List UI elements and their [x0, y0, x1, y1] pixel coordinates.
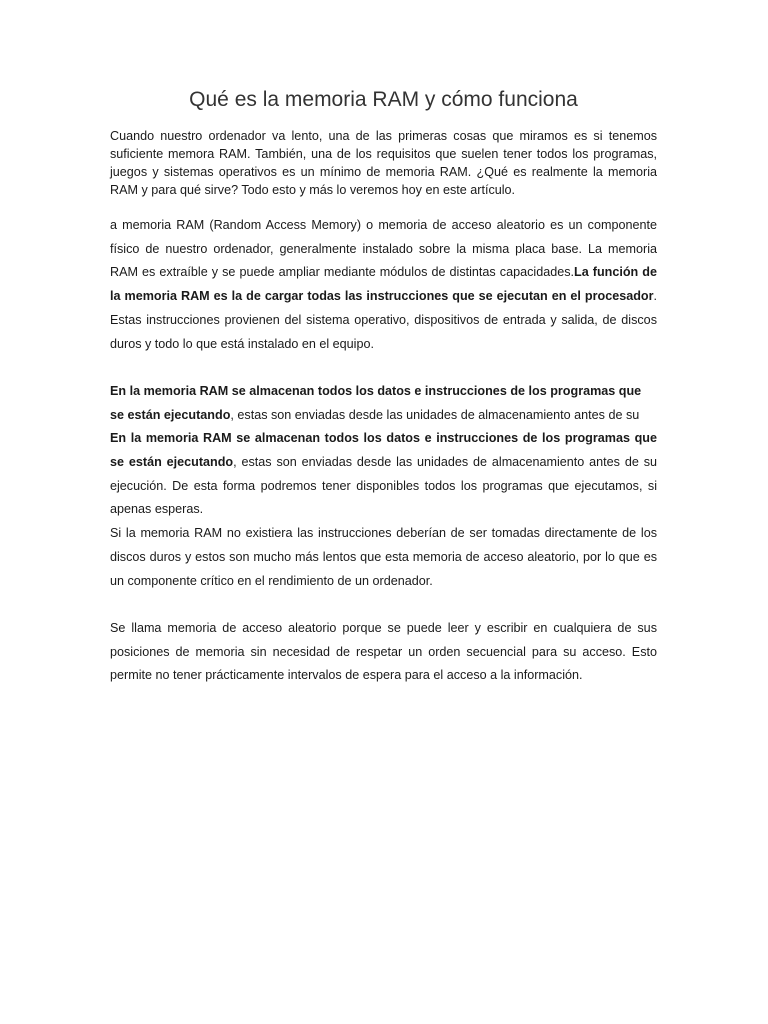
- paragraph-random-access: Se llama memoria de acceso aleatorio porque se puede leer y escribir en cualquiera de sus posiciones de memoria sin necesidad de respetar un orden secuencial para su acceso. Esto permite no tener prácticamente intervalos de espera para el acceso a la información.: [110, 620, 657, 683]
- paragraph-ram-importance: Si la memoria RAM no existiera las instrucciones deberían de ser tomadas directamente de los discos duros y estos son mucho más lentos que esta memoria de acceso aleatorio, por lo que es un componente crítico en el rendimiento de un ordenador.: [110, 526, 657, 588]
- intro-paragraph: Cuando nuestro ordenador va lento, una de las primeras cosas que miramos es si tenemos suficiente memora RAM. También, una de los requisitos que suelen tener todos los programas, juegos y sistemas operativos es un mínimo de memoria RAM. ¿Qué es realmente la memoria RAM y para qué sirve? Todo esto y más lo veremos hoy en este artículo.: [110, 129, 657, 197]
- paragraph-text: , estas son enviadas desde las unidades de almacenamiento antes de su: [230, 407, 640, 422]
- paragraph-bold-text: La función de la memoria RAM es la de cargar todas las instrucciones que se ejecutan en el procesador: [110, 265, 657, 304]
- paragraph-spacer: [110, 593, 657, 617]
- paragraph-ram-storage: [110, 427, 657, 522]
- paragraph-text: a memoria RAM (Random Access Memory) o memoria de acceso aleatorio es un componente físico de nuestro ordenador, generalmente instalado sobre la misma placa base. La memoria RAM es extraíble y se puede ampliar mediante módulos de distintas capacidades.: [110, 218, 657, 280]
- document-title: Qué es la memoria RAM y cómo funciona: [189, 88, 578, 111]
- paragraph-text: , estas son enviadas desde las unidades de almacenamiento antes de su ejecución. De esta forma podremos tener disponibles todos los programas que ejecutamos, si apenas esperas.: [110, 455, 657, 517]
- paragraph-spacer: [110, 356, 657, 380]
- paragraph-ram-storage-fragment: [110, 380, 657, 427]
- paragraph-text: . Estas instrucciones provienen del sistema operativo, dispositivos de entrada y salida, de discos duros y todo lo que está instalado en el equipo.: [110, 289, 657, 351]
- document-page: [110, 86, 657, 688]
- paragraph-ram-definition: [110, 214, 657, 356]
- paragraph-bold-text: En la memoria RAM se almacenan todos los datos e instrucciones de los programas que se están ejecutando: [110, 431, 657, 470]
- paragraph-bold-text: En la memoria RAM se almacenan todos los datos e instrucciones de los programas que se están ejecutando: [110, 383, 642, 422]
